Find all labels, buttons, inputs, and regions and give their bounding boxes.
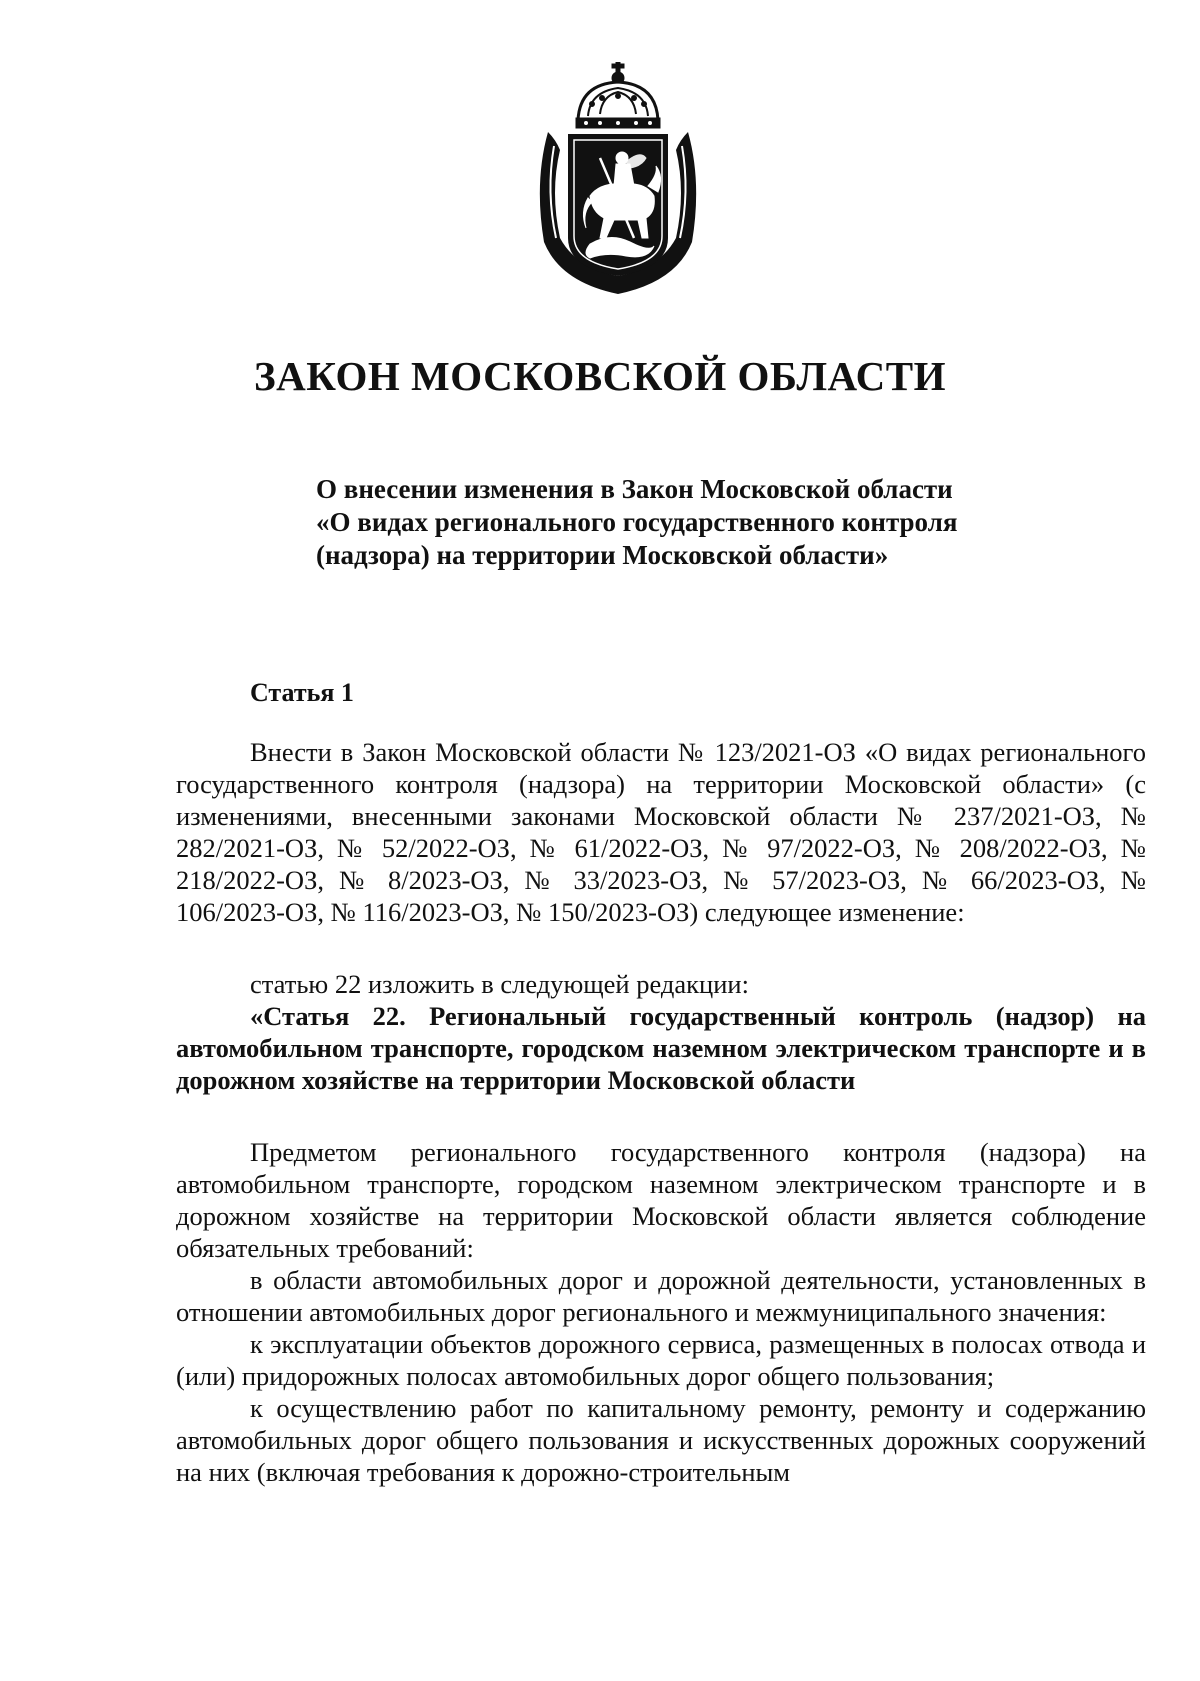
service-paragraph: к эксплуатации объектов дорожного сервиса, размещенных в полосах отвода и (или) придорожных полосах автомобильных дорог общего пользования; [176,1329,1146,1391]
subtitle-line: (надзора) на территории Московской области» [316,540,889,570]
article-heading: Статья 1 [250,678,354,707]
document-subtitle [316,473,1016,572]
crown-icon [576,62,660,128]
new-article-title: «Статья 22. Региональный государственный контроль (надзор) на автомобильном транспорте, городском наземном электрическом транспорте и в дорожном хозяйстве на территории Московской области [176,1001,1146,1095]
instruction-paragraph: статью 22 изложить в следующей редакции: [250,969,749,999]
intro-paragraph: Внести в Закон Московской области № 123/2021-ОЗ «О видах регионального государственного контроля (надзора) на территории Московской области» (с изменениями, внесенными законами Московской области № 237/2021-ОЗ, № 282/2021-ОЗ, № 52/2022-ОЗ, № 61/2022-ОЗ, № 97/2022-ОЗ, № 208/2022-ОЗ, № 218/2022-ОЗ, № 8/2023-ОЗ, № 33/2023-ОЗ, № 57/2023-ОЗ, № 66/2023-ОЗ, № 106/2023-ОЗ, № 116/2023-ОЗ, № 150/2023-ОЗ) следующее изменение: [176,737,1146,927]
document-body [176,736,1146,1488]
subtitle-line: О внесении изменения в Закон Московской области [316,474,953,504]
repair-paragraph: к осуществлению работ по капитальному ремонту, ремонту и содержанию автомобильных дорог общего пользования и искусственных дорожных сооружений на них (включая требования к дорожно-строительным [176,1393,1146,1487]
roads-paragraph: в области автомобильных дорог и дорожной деятельности, установленных в отношении автомобильных дорог регионального и межмуниципального значения: [176,1265,1146,1327]
subtitle-line: «О видах регионального государственного контроля [316,507,958,537]
document-title: ЗАКОН МОСКОВСКОЙ ОБЛАСТИ [254,353,946,399]
subject-paragraph: Предметом регионального государственного контроля (надзора) на автомобильном транспорте, городском наземном электрическом транспорте и в дорожном хозяйстве на территории Московской области является соблюдение обязательных требований: [176,1137,1146,1263]
coat-of-arms-emblem [530,62,706,302]
